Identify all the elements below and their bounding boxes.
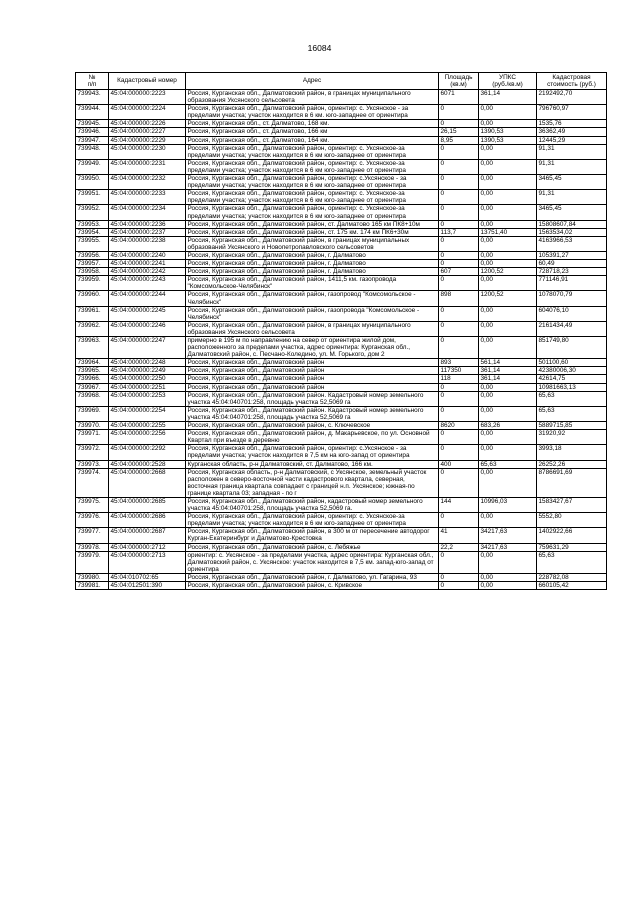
row-number: 739956. bbox=[76, 251, 109, 259]
upks-value: 0,00 bbox=[479, 190, 537, 205]
table-row bbox=[76, 543, 607, 551]
cadastral-value: 759631,29 bbox=[537, 543, 607, 551]
cadastral-value: 5889715,85 bbox=[537, 422, 607, 430]
row-number: 739960. bbox=[76, 291, 109, 306]
cadastral-number: 45:04:000000:2227 bbox=[109, 128, 186, 136]
row-number: 739945. bbox=[76, 120, 109, 128]
area-sqm: 0 bbox=[439, 175, 479, 190]
area-sqm: 0 bbox=[439, 276, 479, 291]
upks-value: 361,14 bbox=[479, 90, 537, 105]
area-sqm: 117350 bbox=[439, 367, 479, 375]
cadastral-value: 1078070,79 bbox=[537, 291, 607, 306]
address: ориентир: с. Уксянское - за пределами участка, адрес ориентира: Курганская обл., Далматовский район, с. Уксянское: участок находится в 7,5 км. запад-юго-запад от ориентира bbox=[186, 551, 439, 573]
row-number: 739962. bbox=[76, 321, 109, 336]
cadastral-value: 3993,18 bbox=[537, 445, 607, 460]
cadastral-number: 45:04:000000:2247 bbox=[109, 337, 186, 359]
address: Россия, Курганская обл., Далматовский район bbox=[186, 375, 439, 383]
row-number: 739981. bbox=[76, 582, 109, 590]
table-row bbox=[76, 276, 607, 291]
row-number: 739958. bbox=[76, 268, 109, 276]
area-sqm: 0 bbox=[439, 406, 479, 421]
upks-value: 1390,53 bbox=[479, 128, 537, 136]
table-row bbox=[76, 159, 607, 174]
row-number: 739974. bbox=[76, 468, 109, 497]
upks-value: 0,00 bbox=[479, 391, 537, 406]
upks-value: 1390,53 bbox=[479, 136, 537, 144]
area-sqm: 0 bbox=[439, 144, 479, 159]
address: Россия, Курганская обл., Далматовский район bbox=[186, 359, 439, 367]
table-row bbox=[76, 337, 607, 359]
cadastral-value: 31920,92 bbox=[537, 430, 607, 445]
cadastral-number: 45:04:000000:2528 bbox=[109, 460, 186, 468]
upks-value: 34217,63 bbox=[479, 528, 537, 543]
table-row bbox=[76, 445, 607, 460]
upks-value: 0,00 bbox=[479, 306, 537, 321]
address: Россия, Курганская обл., ст. Далматово, 166 км bbox=[186, 128, 439, 136]
row-number: 739961. bbox=[76, 306, 109, 321]
cadastral-number: 45:04:000000:2253 bbox=[109, 391, 186, 406]
row-number: 739970. bbox=[76, 422, 109, 430]
cadastral-value: 3465,45 bbox=[537, 175, 607, 190]
row-number: 739946. bbox=[76, 128, 109, 136]
cadastral-number: 45:04:000000:2713 bbox=[109, 551, 186, 573]
header-area: Площадь (кв.м) bbox=[439, 73, 479, 90]
upks-value: 0,00 bbox=[479, 144, 537, 159]
area-sqm: 0 bbox=[439, 205, 479, 220]
header-address: Адрес bbox=[186, 73, 439, 90]
table-row bbox=[76, 460, 607, 468]
table-row bbox=[76, 430, 607, 445]
cadastral-number: 45:04:000000:2231 bbox=[109, 159, 186, 174]
cadastral-value: 228782,08 bbox=[537, 573, 607, 581]
row-number: 739972. bbox=[76, 445, 109, 460]
cadastral-number: 45:04:010702:65 bbox=[109, 573, 186, 581]
cadastral-number: 45:04:000000:2236 bbox=[109, 220, 186, 228]
row-number: 739965. bbox=[76, 367, 109, 375]
upks-value: 683,26 bbox=[479, 422, 537, 430]
row-number: 739968. bbox=[76, 391, 109, 406]
upks-value: 361,14 bbox=[479, 367, 537, 375]
row-number: 739971. bbox=[76, 430, 109, 445]
cadastral-number: 45:04:000000:2246 bbox=[109, 321, 186, 336]
cadastral-value: 60,49 bbox=[537, 260, 607, 268]
cadastral-number: 45:04:000000:2241 bbox=[109, 260, 186, 268]
address: Россия, Курганская обл., Далматовский район, ориентир: с.Уксянское - за пределами участка; участок находится в 7,5 км на юго-запад от ориентира bbox=[186, 445, 439, 460]
area-sqm: 0 bbox=[439, 445, 479, 460]
cadastral-value: 12445,29 bbox=[537, 136, 607, 144]
address: Россия, Курганская обл., Далматовский район, с. Кривское bbox=[186, 582, 439, 590]
table-row bbox=[76, 306, 607, 321]
cadastral-value: 2161434,49 bbox=[537, 321, 607, 336]
cadastral-number: 45:04:000000:2229 bbox=[109, 136, 186, 144]
address: Россия, Курганская обл., Далматовский район, ориентир: с. Уксянское-за пределами участка; участок находится в 6 км юго-западнее от ориентира bbox=[186, 205, 439, 220]
table-row bbox=[76, 383, 607, 391]
cadastral-number: 45:04:000000:2237 bbox=[109, 228, 186, 236]
address: Россия, Курганская обл., Далматовский район, ориентир: с. Уксянское - за пределами участка; участок находится в 6 км. юго-западнее от ориентира bbox=[186, 105, 439, 120]
cadastral-value: 851749,80 bbox=[537, 337, 607, 359]
cadastral-number: 45:04:000000:2256 bbox=[109, 430, 186, 445]
cadastral-value: 91,31 bbox=[537, 144, 607, 159]
address: Россия, Курганская обл., ст. Далматово, 164 км. bbox=[186, 136, 439, 144]
table-row bbox=[76, 528, 607, 543]
cadastral-number: 45:04:000000:2230 bbox=[109, 144, 186, 159]
upks-value: 0,00 bbox=[479, 383, 537, 391]
upks-value: 0,00 bbox=[479, 236, 537, 251]
cadastral-number: 45:04:000000:2248 bbox=[109, 359, 186, 367]
cadastral-number: 45:04:000000:2687 bbox=[109, 528, 186, 543]
table-row bbox=[76, 422, 607, 430]
cadastral-number: 45:04:000000:2226 bbox=[109, 120, 186, 128]
address: Россия, Курганская обл., Далматовский район, 1411,5 км. газопровода "Комсомольское-Челябинск" bbox=[186, 276, 439, 291]
area-sqm: 0 bbox=[439, 468, 479, 497]
area-sqm: 113,7 bbox=[439, 228, 479, 236]
address: Россия, Курганская обл., Далматовский район, ориентир: с. Уксянское-за пределами участка; участок находится в 6 км юго-западнее от ориентира bbox=[186, 144, 439, 159]
table-row bbox=[76, 105, 607, 120]
area-sqm: 0 bbox=[439, 551, 479, 573]
upks-value: 0,00 bbox=[479, 321, 537, 336]
cadastral-number: 45:04:012501:390 bbox=[109, 582, 186, 590]
area-sqm: 0 bbox=[439, 391, 479, 406]
area-sqm: 0 bbox=[439, 321, 479, 336]
cadastral-number: 45:04:000000:2292 bbox=[109, 445, 186, 460]
table-row bbox=[76, 359, 607, 367]
row-number: 739949. bbox=[76, 159, 109, 174]
cadastral-value: 3465,45 bbox=[537, 205, 607, 220]
row-number: 739943. bbox=[76, 90, 109, 105]
address: Россия, Курганская обл., ст. Далматово, 168 км. bbox=[186, 120, 439, 128]
table-row bbox=[76, 391, 607, 406]
upks-value: 361,14 bbox=[479, 375, 537, 383]
cadastral-number: 45:04:000000:2232 bbox=[109, 175, 186, 190]
row-number: 739969. bbox=[76, 406, 109, 421]
row-number: 739959. bbox=[76, 276, 109, 291]
row-number: 739977. bbox=[76, 528, 109, 543]
address: Россия, Курганская обл., Далматовский район, газопровода "Комсомольское - Челябинск" bbox=[186, 306, 439, 321]
upks-value: 0,00 bbox=[479, 551, 537, 573]
row-number: 739976. bbox=[76, 513, 109, 528]
address: Россия, Курганская обл., Далматовский район. Кадастровый номер земельного участка 45:04:040701:258, площадь участка 52,5069 га bbox=[186, 391, 439, 406]
cadastral-value: 501100,60 bbox=[537, 359, 607, 367]
row-number: 739953. bbox=[76, 220, 109, 228]
address: Россия, Курганская обл., Далматовский район, с. Лебяжье bbox=[186, 543, 439, 551]
address: Россия, Курганская обл., Далматовский район, д. Макарьевское, по ул. Основной Квартал при въезде в деревню bbox=[186, 430, 439, 445]
area-sqm: 22,2 bbox=[439, 543, 479, 551]
cadastral-value: 728718,23 bbox=[537, 268, 607, 276]
cadastral-value: 8786691,69 bbox=[537, 468, 607, 497]
cadastral-value: 771146,91 bbox=[537, 276, 607, 291]
upks-value: 0,00 bbox=[479, 430, 537, 445]
header-cadastral-value: Кадастровая стоимость (руб.) bbox=[537, 73, 607, 90]
table-row bbox=[76, 367, 607, 375]
address: Россия, Курганская обл., Далматовский район, в границах муниципального образования Уксянского сельсовета bbox=[186, 90, 439, 105]
table-row bbox=[76, 144, 607, 159]
header-number: № п/п bbox=[76, 73, 109, 90]
row-number: 739980. bbox=[76, 573, 109, 581]
area-sqm: 0 bbox=[439, 251, 479, 259]
header-upks: УПКС (руб./кв.м) bbox=[479, 73, 537, 90]
header-cadastral-number: Кадастровый номер bbox=[109, 73, 186, 90]
cadastral-number: 45:04:000000:2251 bbox=[109, 383, 186, 391]
table-row bbox=[76, 321, 607, 336]
row-number: 739979. bbox=[76, 551, 109, 573]
row-number: 739951. bbox=[76, 190, 109, 205]
address: Россия, Курганская обл., Далматовский район, ст. Далматово 165 км ПК8+10м bbox=[186, 220, 439, 228]
area-sqm: 0 bbox=[439, 236, 479, 251]
address: Россия, Курганская обл., Далматовский район, с. Ключевское bbox=[186, 422, 439, 430]
cadastral-value: 604076,10 bbox=[537, 306, 607, 321]
address: Россия, Курганская обл., Далматовский район, в 300 м от пересечение автодорог Курган-Екатеринбург и Далматово-Крестовка bbox=[186, 528, 439, 543]
cadastral-value: 1402922,66 bbox=[537, 528, 607, 543]
upks-value: 0,00 bbox=[479, 513, 537, 528]
table-row bbox=[76, 260, 607, 268]
upks-value: 0,00 bbox=[479, 105, 537, 120]
upks-value: 0,00 bbox=[479, 445, 537, 460]
row-number: 739963. bbox=[76, 337, 109, 359]
cadastral-number: 45:04:000000:2244 bbox=[109, 291, 186, 306]
cadastral-number: 45:04:000000:2686 bbox=[109, 513, 186, 528]
page-number: 16084 bbox=[307, 43, 332, 53]
upks-value: 0,00 bbox=[479, 337, 537, 359]
row-number: 739954. bbox=[76, 228, 109, 236]
area-sqm: 400 bbox=[439, 460, 479, 468]
area-sqm: 0 bbox=[439, 159, 479, 174]
row-number: 739948. bbox=[76, 144, 109, 159]
cadastral-value: 91,31 bbox=[537, 190, 607, 205]
area-sqm: 26,15 bbox=[439, 128, 479, 136]
row-number: 739978. bbox=[76, 543, 109, 551]
row-number: 739950. bbox=[76, 175, 109, 190]
table-row bbox=[76, 573, 607, 581]
table-row bbox=[76, 175, 607, 190]
cadastral-number: 45:04:000000:2712 bbox=[109, 543, 186, 551]
area-sqm: 0 bbox=[439, 190, 479, 205]
table-row bbox=[76, 268, 607, 276]
cadastral-number: 45:04:000000:2243 bbox=[109, 276, 186, 291]
cadastral-value: 36362,49 bbox=[537, 128, 607, 136]
row-number: 739966. bbox=[76, 375, 109, 383]
table-row bbox=[76, 190, 607, 205]
address: Россия, Курганская обл., Далматовский район, г. Далматово bbox=[186, 260, 439, 268]
cadastral-number: 45:04:000000:2234 bbox=[109, 205, 186, 220]
area-sqm: 8,95 bbox=[439, 136, 479, 144]
upks-value: 0,00 bbox=[479, 251, 537, 259]
row-number: 739947. bbox=[76, 136, 109, 144]
cadastral-number: 45:04:000000:2255 bbox=[109, 422, 186, 430]
address: Россия, Курганская обл., Далматовский район, г. Далматово bbox=[186, 268, 439, 276]
table-row bbox=[76, 220, 607, 228]
area-sqm: 0 bbox=[439, 383, 479, 391]
cadastral-number: 45:04:000000:2233 bbox=[109, 190, 186, 205]
area-sqm: 6071 bbox=[439, 90, 479, 105]
table-row bbox=[76, 236, 607, 251]
cadastral-number: 45:04:000000:2238 bbox=[109, 236, 186, 251]
upks-value: 0,00 bbox=[479, 260, 537, 268]
area-sqm: 0 bbox=[439, 337, 479, 359]
upks-value: 65,63 bbox=[479, 460, 537, 468]
address: Курганская область, р-н Далматовский, ст. Далматово, 166 км. bbox=[186, 460, 439, 468]
address: Россия, Курганская обл., Далматовский район bbox=[186, 367, 439, 375]
upks-value: 0,00 bbox=[479, 582, 537, 590]
upks-value: 0,00 bbox=[479, 468, 537, 497]
area-sqm: 0 bbox=[439, 513, 479, 528]
cadastral-value: 15808607,84 bbox=[537, 220, 607, 228]
cadastral-value: 5552,80 bbox=[537, 513, 607, 528]
row-number: 739967. bbox=[76, 383, 109, 391]
upks-value: 0,00 bbox=[479, 276, 537, 291]
table-row bbox=[76, 128, 607, 136]
upks-value: 0,00 bbox=[479, 159, 537, 174]
cadastral-number: 45:04:000000:2240 bbox=[109, 251, 186, 259]
address: Россия, Курганская обл., Далматовский район, ориентир: с. Уксянское-за пределами участка; участок находится в 6 км юго-западнее от ориентира bbox=[186, 513, 439, 528]
cadastral-number: 45:04:000000:2685 bbox=[109, 497, 186, 512]
cadastral-value: 42380006,30 bbox=[537, 367, 607, 375]
address: Россия, Курганская обл., Далматовский район, ст. 175 км. 174 км ПК6+30м bbox=[186, 228, 439, 236]
table-row bbox=[76, 513, 607, 528]
row-number: 739955. bbox=[76, 236, 109, 251]
address: Россия, Курганская обл., Далматовский район, в границах муниципальных образований Уксянского и Новопетропавловского сельсоветов bbox=[186, 236, 439, 251]
cadastral-value: 2192492,70 bbox=[537, 90, 607, 105]
upks-value: 0,00 bbox=[479, 573, 537, 581]
cadastral-value: 1563534,02 bbox=[537, 228, 607, 236]
address: Россия, Курганская обл., Далматовский район, газопровод "Комсомольское - Челябинск" bbox=[186, 291, 439, 306]
table-row bbox=[76, 136, 607, 144]
cadastral-number: 45:04:000000:2668 bbox=[109, 468, 186, 497]
table-row bbox=[76, 228, 607, 236]
upks-value: 0,00 bbox=[479, 175, 537, 190]
address: Россия, Курганская область, р-н Далматовский, с Уксянское, земельный участок расположен в северо-восточной части кадастрового квартала, северная, восточная граница квартала совпадает с границей н.п. Уксянское; южная-по границе квартала 03; западная - по г bbox=[186, 468, 439, 497]
area-sqm: 0 bbox=[439, 306, 479, 321]
table-row bbox=[76, 205, 607, 220]
area-sqm: 893 bbox=[439, 359, 479, 367]
table-row bbox=[76, 406, 607, 421]
upks-value: 0,00 bbox=[479, 220, 537, 228]
address: Россия, Курганская обл., Далматовский район bbox=[186, 383, 439, 391]
address: примерно в 195 м по направлению на север от ориентира жилой дом, расположенного за пределами участка, адрес ориентира: Курганская обл., Далматовский район, с. Песчано-Коледино, ул. М. Горького, дом 2 bbox=[186, 337, 439, 359]
cadastral-number: 45:04:000000:2242 bbox=[109, 268, 186, 276]
cadastral-value: 65,63 bbox=[537, 406, 607, 421]
table-row bbox=[76, 551, 607, 573]
cadastral-number: 45:04:000000:2250 bbox=[109, 375, 186, 383]
area-sqm: 8620 bbox=[439, 422, 479, 430]
cadastral-value: 1583427,67 bbox=[537, 497, 607, 512]
cadastral-value: 65,63 bbox=[537, 391, 607, 406]
area-sqm: 0 bbox=[439, 582, 479, 590]
area-sqm: 144 bbox=[439, 497, 479, 512]
table-row bbox=[76, 497, 607, 512]
cadastral-value: 796760,97 bbox=[537, 105, 607, 120]
area-sqm: 0 bbox=[439, 220, 479, 228]
address: Россия, Курганская обл., Далматовский район, в границах муниципального образования Уксянского сельсовета bbox=[186, 321, 439, 336]
table-row bbox=[76, 291, 607, 306]
address: Россия, Курганская обл., Далматовский район, г. Далматово, ул. Гагарина, 93 bbox=[186, 573, 439, 581]
cadastral-number: 45:04:000000:2254 bbox=[109, 406, 186, 421]
upks-value: 1200,52 bbox=[479, 268, 537, 276]
row-number: 739957. bbox=[76, 260, 109, 268]
cadastral-value: 1535,76 bbox=[537, 120, 607, 128]
cadastral-number: 45:04:000000:2245 bbox=[109, 306, 186, 321]
table-row bbox=[76, 468, 607, 497]
upks-value: 0,00 bbox=[479, 205, 537, 220]
area-sqm: 0 bbox=[439, 430, 479, 445]
area-sqm: 0 bbox=[439, 105, 479, 120]
area-sqm: 898 bbox=[439, 291, 479, 306]
row-number: 739975. bbox=[76, 497, 109, 512]
address: Россия, Курганская обл., Далматовский район. Кадастровый номер земельного участка 45:04:040701:258, площадь участка 52,5069 га bbox=[186, 406, 439, 421]
row-number: 739973. bbox=[76, 460, 109, 468]
upks-value: 34217,63 bbox=[479, 543, 537, 551]
cadastral-value: 105391,27 bbox=[537, 251, 607, 259]
area-sqm: 0 bbox=[439, 573, 479, 581]
upks-value: 561,14 bbox=[479, 359, 537, 367]
area-sqm: 118 bbox=[439, 375, 479, 383]
row-number: 739952. bbox=[76, 205, 109, 220]
address: Россия, Курганская обл., Далматовский район, г. Далматово bbox=[186, 251, 439, 259]
cadastral-value: 91,31 bbox=[537, 159, 607, 174]
address: Россия, Курганская обл., Далматовский район, ориентир: с. Уксянское-за пределами участка; участок находится в 6 км юго-западнее от ориентира bbox=[186, 190, 439, 205]
cadastral-table bbox=[75, 72, 607, 590]
cadastral-value: 42614,75 bbox=[537, 375, 607, 383]
cadastral-number: 45:04:000000:2224 bbox=[109, 105, 186, 120]
area-sqm: 0 bbox=[439, 120, 479, 128]
cadastral-value: 65,63 bbox=[537, 551, 607, 573]
row-number: 739964. bbox=[76, 359, 109, 367]
upks-value: 0,00 bbox=[479, 120, 537, 128]
row-number: 739944. bbox=[76, 105, 109, 120]
table-row bbox=[76, 90, 607, 105]
table-row bbox=[76, 251, 607, 259]
table-row bbox=[76, 375, 607, 383]
upks-value: 13751,40 bbox=[479, 228, 537, 236]
cadastral-value: 4163966,53 bbox=[537, 236, 607, 251]
cadastral-number: 45:04:000000:2249 bbox=[109, 367, 186, 375]
cadastral-number: 45:04:000000:2223 bbox=[109, 90, 186, 105]
table-row bbox=[76, 582, 607, 590]
upks-value: 1200,52 bbox=[479, 291, 537, 306]
area-sqm: 41 bbox=[439, 528, 479, 543]
cadastral-value: 660105,42 bbox=[537, 582, 607, 590]
cadastral-value: 10981663,13 bbox=[537, 383, 607, 391]
upks-value: 0,00 bbox=[479, 406, 537, 421]
address: Россия, Курганская обл., Далматовский район, кадастровый номер земельного участка 45:04:040701:258, площадь участка 52,5069 га. bbox=[186, 497, 439, 512]
upks-value: 10996,03 bbox=[479, 497, 537, 512]
table-row bbox=[76, 120, 607, 128]
address: Россия, Курганская обл., Далматовский район, ориентир: с.Уксянское - за пределами участка; участок находится в 6 км юго-западнее от ориентира bbox=[186, 175, 439, 190]
area-sqm: 607 bbox=[439, 268, 479, 276]
cadastral-value: 26252,26 bbox=[537, 460, 607, 468]
address: Россия, Курганская обл., Далматовский район, ориентир: с. Уксянское-за пределами участка; участок находится в 6 км юго-западнее от ориентира bbox=[186, 159, 439, 174]
area-sqm: 0 bbox=[439, 260, 479, 268]
table-header-row bbox=[76, 73, 607, 90]
